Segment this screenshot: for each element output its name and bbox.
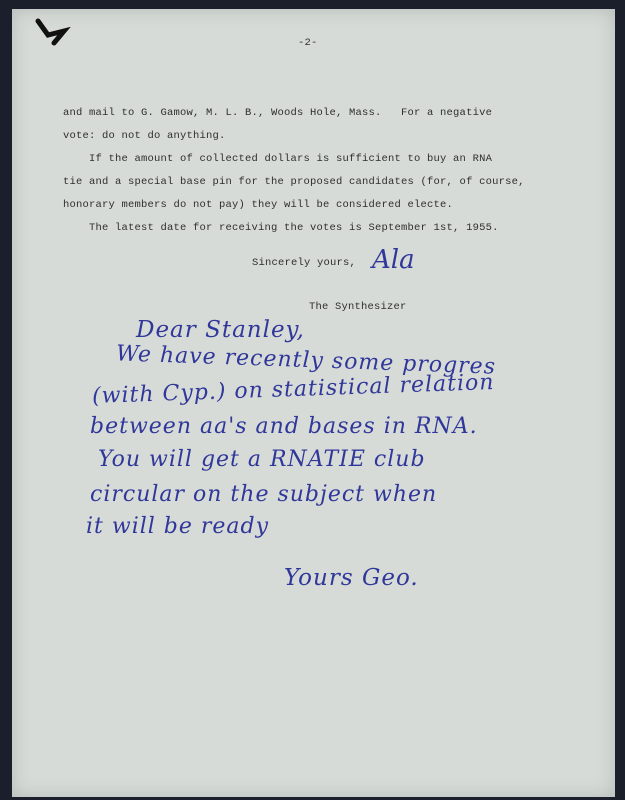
handwritten-line-2: We have recently some progres	[115, 341, 497, 380]
page-number: -2-	[298, 37, 318, 49]
handwritten-line-4: between aa's and bases in RNA.	[90, 414, 478, 439]
handwritten-line-6: circular on the subject when	[90, 482, 438, 507]
corner-mark-icon	[34, 17, 74, 47]
letter-page	[12, 9, 615, 797]
handwritten-line-7: it will be ready	[86, 514, 270, 539]
handwritten-line-5: You will get a RNATIE club	[98, 447, 426, 472]
handwritten-closing: Yours Geo.	[284, 565, 419, 591]
handwritten-line-1: Dear Stanley,	[136, 317, 305, 343]
signature: Ala	[372, 245, 415, 275]
signer-title: The Synthesizer	[309, 301, 407, 313]
closing-text: Sincerely yours,	[252, 257, 357, 269]
typed-line-1: and mail to G. Gamow, M. L. B., Woods Hole, Mass. For a negative	[63, 107, 493, 119]
typed-line-3: If the amount of collected dollars is sufficient to buy an RNA	[63, 153, 493, 165]
typed-line-4: tie and a special base pin for the proposed candidates (for, of course,	[63, 176, 525, 188]
typed-line-6: The latest date for receiving the votes is September 1st, 1955.	[63, 222, 499, 234]
typed-line-2: vote: do not do anything.	[63, 130, 226, 142]
handwritten-line-3: (with Cyp.) on statistical relation	[91, 369, 495, 410]
typed-line-5: honorary members do not pay) they will be considered electe.	[63, 199, 454, 211]
